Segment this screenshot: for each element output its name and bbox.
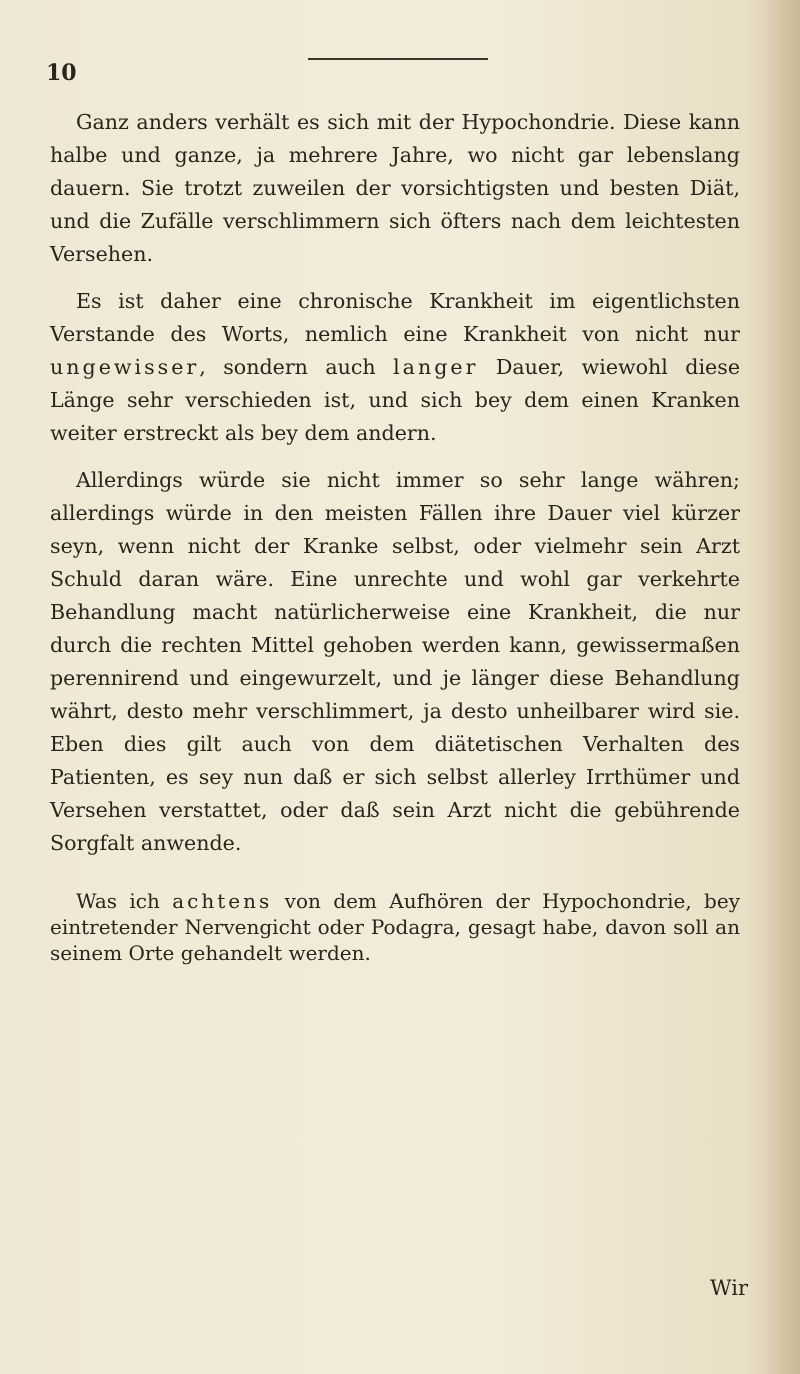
emphasis-achtens: achtens xyxy=(172,889,273,913)
emphasis-ungewisser: ungewisser xyxy=(50,355,200,379)
paragraph-2-text-middle: , sondern auch xyxy=(199,355,394,379)
page-edge-shadow xyxy=(760,0,800,1374)
paragraph-4-text-before: Was ich xyxy=(76,889,173,913)
paragraph-2-text-before: Es ist daher eine chronische Krankheit im eigentlichsten Verstande des Worts, nemlich eine Krankheit von nicht nur xyxy=(50,289,740,346)
paragraph-2 xyxy=(50,285,740,450)
paragraph-1: Ganz anders verhält es sich mit der Hypochondrie. Diese kann halbe und ganze, ja mehrere Jahre, wo nicht gar lebenslang dauern. Sie trotzt zuweilen der vorsichtigsten und besten Diät, und die Zufälle verschlimmern sich öfters nach dem leichtesten Versehen. xyxy=(50,110,740,266)
emphasis-langer: langer xyxy=(393,355,479,379)
paragraph-3: Allerdings würde sie nicht immer so sehr lange währen; allerdings würde in den meisten Fällen ihre Dauer viel kürzer seyn, wenn nicht der Kranke selbst, oder vielmehr sein Arzt Schuld daran wäre. Eine unrechte und wohl gar verkehrte Behandlung macht natürlicherweise eine Krankheit, die nur durch die rechten Mittel gehoben werden kann, gewissermaßen perennirend und eingewurzelt, und je länger diese Behandlung währt, desto mehr verschlimmert, ja desto unheilbarer wird sie. Eben dies gilt auch von dem diätetischen Verhalten des Patienten, es sey nun daß er sich selbst allerley Irrthümer und Versehen verstattet, oder daß sein Arzt nicht die gebührende Sorgfalt anwende. xyxy=(50,468,740,855)
header-rule xyxy=(308,58,488,60)
body-text xyxy=(50,106,740,980)
page-number: 10 xyxy=(46,60,77,86)
paragraph-2-text-after: Dauer, wiewohl diese Länge sehr verschieden ist, und sich bey dem einen Kranken weiter erstreckt als bey dem andern. xyxy=(50,355,741,445)
paragraph-4-text-after: von dem Aufhören der Hypochondrie, bey eintretender Nervengicht oder Podagra, gesagt habe, davon soll an seinem Orte gehandelt werden. xyxy=(50,889,740,965)
paragraph-4 xyxy=(50,888,740,966)
catchword: Wir xyxy=(710,1276,748,1300)
